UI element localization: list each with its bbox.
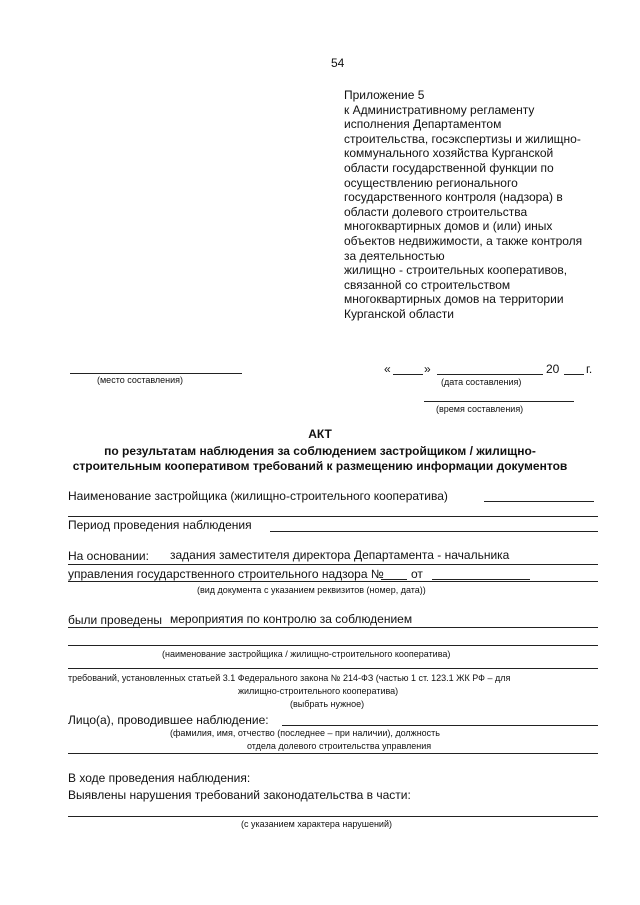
appendix-line: исполнения Департаментом [344,117,502,132]
appendix-line: Курганской области [344,306,454,321]
date-close-quote: » [424,362,431,376]
developer-caption: (наименование застройщика / жилищно-строительного кооператива) [162,649,451,659]
requirements-line1: требований, установленных статьей 3.1 Федерального закона № 214-ФЗ (частью 1 ст. 123.1 ЖК РФ – для [68,673,511,683]
requirements-line2: жилищно-строительного кооператива) [238,686,399,696]
developer-name-line-2[interactable] [68,516,598,517]
appendix-block [344,88,614,322]
violations-caption: (с указанием характера нарушений) [241,819,392,829]
appendix-line: за деятельностью [344,248,445,263]
requirements-line3: (выбрать нужное) [290,699,365,709]
appendix-line: области государственной функции по [344,160,554,175]
appendix-line: осуществлению регионального [344,175,518,190]
violations-label: Выявлены нарушения требований законодательства в части: [68,788,411,802]
conducted-line[interactable] [68,627,598,628]
basis-line-2 [68,581,598,582]
during-label: В ходе проведения наблюдения: [68,771,251,785]
period-label: Период проведения наблюдения [68,518,252,532]
person-label: Лицо(а), проводившее наблюдение: [68,713,269,727]
month-line[interactable] [437,374,543,375]
appendix-line: жилищно - строительных кооперативов, [344,263,568,278]
appendix-line: строительства, госэкспертизы и жилищно- [344,131,581,146]
basis-number-line[interactable] [381,579,407,580]
violations-line[interactable] [68,816,598,817]
basis-from-label: от [411,567,423,581]
act-subtitle-line1: по результатам наблюдения за соблюдением застройщиком / жилищно- [104,444,536,458]
basis-date-line[interactable] [432,579,530,580]
act-title: АКТ [308,427,332,441]
basis-line-1[interactable] [68,564,598,565]
developer-line[interactable] [68,645,598,646]
person-caption: (фамилия, имя, отчество (последнее – при наличии), должность [170,728,440,738]
requirements-line [68,668,598,669]
developer-name-label: Наименование застройщика (жилищно-строительного кооператива) [68,489,448,503]
appendix-line: к Административному регламенту [344,102,535,117]
appendix-line: многоквартирных домов на территории [344,292,564,307]
day-line[interactable] [393,374,423,375]
appendix-line: связанной со строительством [344,277,511,292]
appendix-line: области долевого строительства [344,204,528,219]
appendix-line: объектов недвижимости, а также контроля [344,233,583,248]
page-number: 54 [331,56,345,70]
time-line[interactable] [424,401,574,402]
basis-value-line2: управления государственного строительного надзора № [68,567,384,581]
year-suffix: г. [586,362,593,376]
period-line[interactable] [270,531,598,532]
basis-caption: (вид документа с указанием реквизитов (номер, дата)) [197,585,426,595]
basis-label: На основании: [68,549,149,563]
year-line[interactable] [564,374,584,375]
act-subtitle-line2: строительным кооперативом требований к размещению информации документов [72,459,568,473]
person-value: отдела долевого строительства управления [247,741,432,751]
year-prefix: 20 [546,362,560,376]
date-open-quote: « [384,362,391,376]
place-line[interactable] [70,373,242,374]
conducted-value: мероприятия по контролю за соблюдением [170,612,413,626]
appendix-line: коммунального хозяйства Курганской [344,146,554,161]
date-caption: (дата составления) [441,377,522,387]
place-caption: (место составления) [97,375,184,385]
person-line-2[interactable] [68,753,598,754]
developer-name-line[interactable] [484,501,594,502]
appendix-line: государственного контроля (надзора) в [344,190,563,205]
conducted-label: были проведены [68,613,162,627]
basis-value-line1: задания заместителя директора Департамента - начальника [170,548,510,562]
person-line[interactable] [282,725,598,726]
appendix-line: Приложение 5 [344,88,425,102]
appendix-line: многоквартирных домов и (или) иных [344,219,553,234]
time-caption: (время составления) [436,404,524,414]
